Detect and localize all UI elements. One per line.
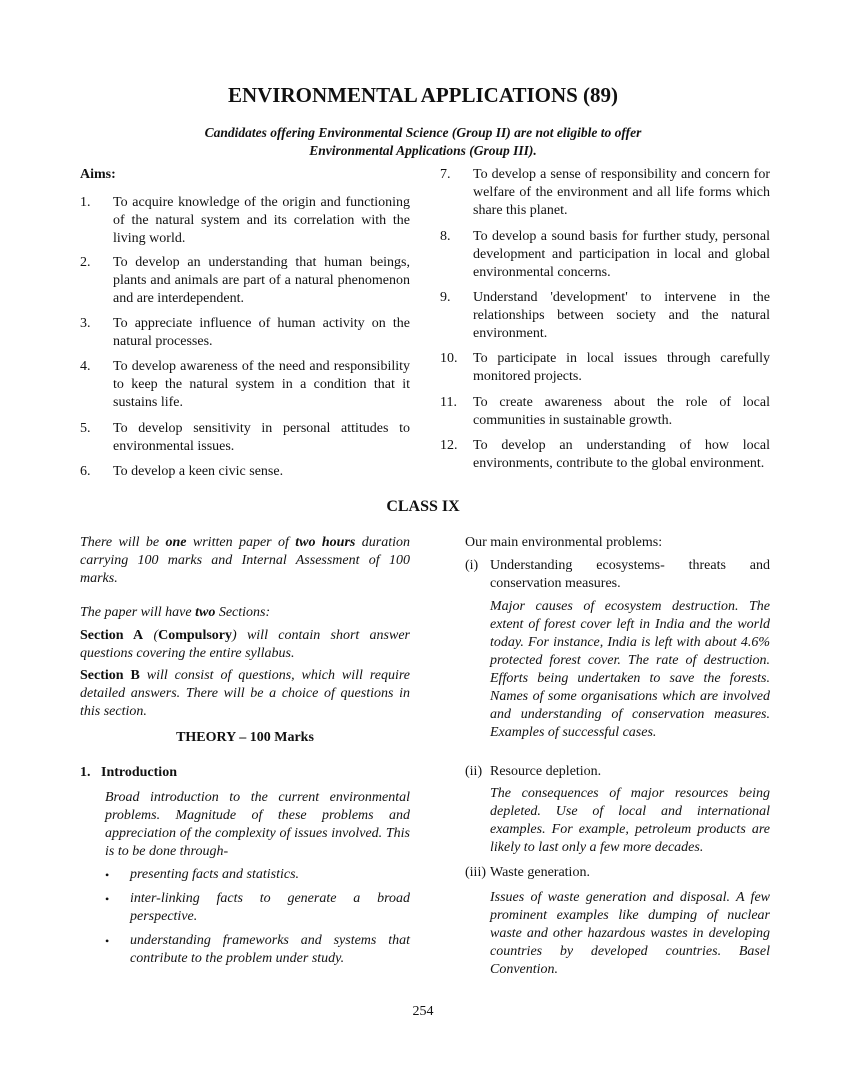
aim-number: 3. xyxy=(80,316,91,331)
list-item-text: understanding frameworks and systems that contribute to the problem under study. xyxy=(130,933,410,966)
class-heading: CLASS IX xyxy=(386,498,460,515)
aim-item xyxy=(440,350,770,386)
aim-item xyxy=(440,228,770,282)
text-run: Sections: xyxy=(215,605,271,620)
aim-number: 2. xyxy=(80,255,91,270)
problem-title: Waste generation. xyxy=(490,865,590,880)
list-item xyxy=(105,932,410,968)
problem-description: Issues of waste generation and disposal. A few prominent examples like dumping of nuclear waste and other hazardous wastes in developing countries by developed countries. Basel Convention. xyxy=(490,890,770,977)
bullet-icon: • xyxy=(105,934,110,948)
sections-paragraph xyxy=(80,604,410,622)
text-run: written paper of xyxy=(186,535,296,550)
problem-number: (ii) xyxy=(465,764,483,779)
text-run: There will be xyxy=(80,535,166,550)
text-run: one xyxy=(165,535,187,550)
text-run: Section B xyxy=(80,668,140,683)
text-run: duration carrying 100 marks and Internal Assessment of 100 marks. xyxy=(80,535,410,586)
aim-text: To participate in local issues through carefully monitored projects. xyxy=(473,351,770,384)
bullet-icon: • xyxy=(105,868,110,882)
exam-duration-paragraph xyxy=(80,534,410,588)
aim-item xyxy=(440,437,770,473)
aim-number: 1. xyxy=(80,195,91,210)
text-run: ( xyxy=(143,628,159,643)
aim-number: 11. xyxy=(440,395,457,410)
aim-number: 4. xyxy=(80,359,91,374)
problem-item xyxy=(465,763,770,781)
aim-number: 5. xyxy=(80,421,91,436)
aim-item xyxy=(80,194,410,248)
aim-text: To develop an understanding that human beings, plants and animals are part of a natural phenomenon and are interdependent. xyxy=(113,255,410,306)
problem-description: The consequences of major resources being depleted. Use of local and international examples. For example, petroleum products are likely to last only a few more decades. xyxy=(490,786,770,855)
introduction-text: Broad introduction to the current environmental problems. Magnitude of these problems and appreciation of the complexity of issues involved. This is to be done through- xyxy=(105,790,410,859)
problem-description: Major causes of ecosystem destruction. The extent of forest cover left in India and the world today. For instance, India is left with about 4.6% protected forest cover. The rate of destruction. Efforts being undertaken to save the forests. Names of some organisations which are involved and understanding of conservation measures. Examples of successful cases. xyxy=(490,599,770,740)
problem-number: (i) xyxy=(465,558,479,573)
aim-text: To appreciate influence of human activity on the natural processes. xyxy=(113,316,410,349)
notice-line-2: Environmental Applications (Group III). xyxy=(309,143,537,158)
aim-text: To develop a sound basis for further study, personal development and participation in local and global environmental concerns. xyxy=(473,229,770,280)
aim-text: To develop an understanding of how local environments, contribute to the global environment. xyxy=(473,438,770,471)
introduction-heading: 1. Introduction xyxy=(80,765,177,780)
aim-item xyxy=(80,254,410,308)
text-run: The paper will have xyxy=(80,605,196,620)
section-a-paragraph xyxy=(80,627,410,663)
aim-item xyxy=(80,315,410,351)
bullet-icon: • xyxy=(105,892,110,906)
aim-number: 8. xyxy=(440,229,451,244)
aim-number: 7. xyxy=(440,167,451,182)
aims-heading: Aims: xyxy=(80,167,116,182)
aim-text: To acquire knowledge of the origin and functioning of the natural system and its correlation with the living world. xyxy=(113,195,410,246)
text-run: will consist of questions, which will require detailed answers. There will be a choice of questions in this section. xyxy=(80,668,410,719)
aim-item xyxy=(440,289,770,343)
problem-title: Understanding ecosystems- threats and conservation measures. xyxy=(490,558,770,591)
page-number: 254 xyxy=(412,1004,434,1019)
problems-lead: Our main environmental problems: xyxy=(465,535,663,550)
aim-item xyxy=(80,358,410,412)
aim-number: 6. xyxy=(80,464,91,479)
aim-text: To develop awareness of the need and responsibility to keep the natural system in a condition that it sustains life. xyxy=(113,359,410,410)
aim-text: To create awareness about the role of local communities in sustainable growth. xyxy=(473,395,770,428)
aim-number: 9. xyxy=(440,290,451,305)
text-run: Section A xyxy=(80,628,144,643)
aim-item xyxy=(440,166,770,220)
aim-item xyxy=(80,420,410,456)
list-item-text: presenting facts and statistics. xyxy=(130,867,300,882)
aim-text: Understand 'development' to intervene in the relationships between society and the natural environment. xyxy=(473,290,770,341)
problem-number: (iii) xyxy=(465,865,486,880)
aim-text: To develop sensitivity in personal attitudes to environmental issues. xyxy=(113,421,410,454)
text-run: Compulsory xyxy=(158,628,233,643)
eligibility-notice xyxy=(140,124,706,160)
text-run: ) will contain short answer questions covering the entire syllabus. xyxy=(80,628,410,661)
list-item-text: inter-linking facts to generate a broad perspective. xyxy=(130,891,410,924)
notice-line-1: Candidates offering Environmental Science (Group II) are not eligible to offer xyxy=(204,125,642,140)
text-run: two xyxy=(195,605,216,620)
section-b-paragraph xyxy=(80,667,410,721)
problem-item xyxy=(465,557,770,593)
list-item xyxy=(105,866,410,884)
aim-text: To develop a keen civic sense. xyxy=(113,464,284,479)
page-title: ENVIRONMENTAL APPLICATIONS (89) xyxy=(227,83,619,107)
aim-number: 10. xyxy=(440,351,458,366)
problem-title: Resource depletion. xyxy=(490,764,602,779)
list-item xyxy=(105,890,410,926)
aim-item xyxy=(80,463,410,481)
problem-item xyxy=(465,864,770,882)
aim-number: 12. xyxy=(440,438,458,453)
aim-item xyxy=(440,394,770,430)
aim-text: To develop a sense of responsibility and concern for welfare of the environment and all life forms which share this planet. xyxy=(473,167,770,218)
text-run: two hours xyxy=(295,535,356,550)
theory-heading: THEORY – 100 Marks xyxy=(176,730,314,745)
